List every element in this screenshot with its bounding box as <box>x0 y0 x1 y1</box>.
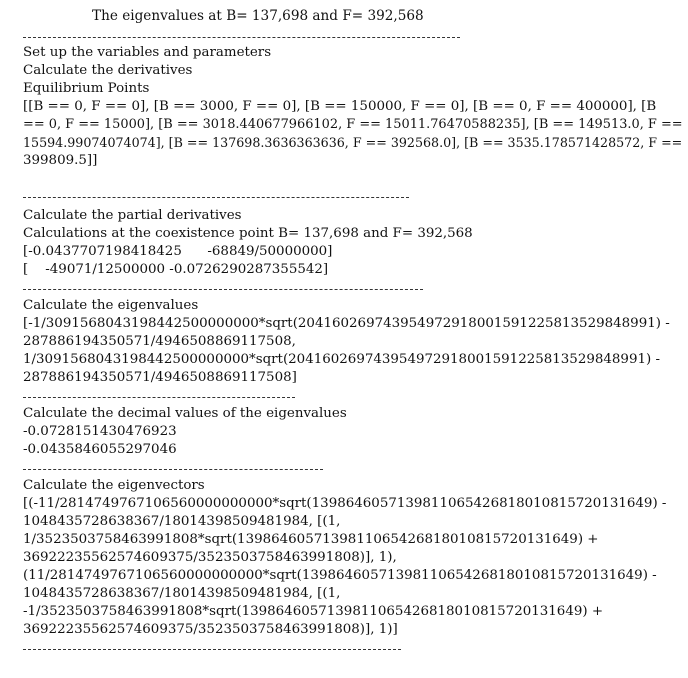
text-line: Calculate the eigenvalues <box>23 298 199 313</box>
text-line: -0.0728151430476923 <box>23 424 177 439</box>
matrix-row: [-0.0437707198418425 -68849/50000000] <box>23 244 333 259</box>
matrix-row: [ -49071/12500000 -0.0726290287355542] <box>23 262 329 277</box>
text-line: Calculate the derivatives <box>23 63 193 78</box>
page-title: The eigenvalues at B= 137,698 and F= 392,568 <box>92 8 424 24</box>
divider-5 <box>23 469 323 470</box>
section-decimal-eigenvalues <box>23 405 663 459</box>
divider-2 <box>23 197 409 198</box>
text-line: 36922235562574609375/3523503758463991808)], 1), <box>23 550 397 565</box>
text-line: 1/3523503758463991808*sqrt(1398646057139811065426818010815720131649) + <box>23 532 599 547</box>
divider-4 <box>23 397 295 398</box>
divider-3 <box>23 289 423 290</box>
text-line: 399809.5]] <box>23 153 98 168</box>
text-line: 1048435728638367/18014398509481984, [(1, <box>23 586 341 601</box>
section-setup <box>23 44 683 170</box>
text-line: -1/3523503758463991808*sqrt(1398646057139811065426818010815720131649) + <box>23 604 604 619</box>
divider-1 <box>23 37 460 38</box>
text-line: 15594.99074074074], [B == 137698.3636363636, F == 392568.0], [B == 3535.178571428572, F == <box>23 135 683 150</box>
text-line: Calculate the eigenvectors <box>23 478 205 493</box>
text-line: Equilibrium Points <box>23 81 150 96</box>
divider-6 <box>23 649 401 650</box>
text-line: 1/3091568043198442500000000*sqrt(204160269743954972918001591225813529848991) - <box>23 352 660 367</box>
text-line: Set up the variables and parameters <box>23 45 272 60</box>
text-line: [-1/3091568043198442500000000*sqrt(204160269743954972918001591225813529848991) - <box>23 316 670 331</box>
text-line: 36922235562574609375/3523503758463991808)], 1)] <box>23 622 398 637</box>
section-eigenvalues <box>23 297 670 387</box>
text-line: Calculations at the coexistence point B= 137,698 and F= 392,568 <box>23 226 473 241</box>
text-line: 1048435728638367/18014398509481984, [(1, <box>23 514 341 529</box>
text-line: [[B == 0, F == 0], [B == 3000, F == 0], [B == 150000, F == 0], [B == 0, F == 400000], [B <box>23 99 657 114</box>
section-partials <box>23 207 663 279</box>
text-line: 287886194350571/4946508869117508] <box>23 370 297 385</box>
text-line: [(-11/2814749767106560000000000*sqrt(1398646057139811065426818010815720131649) - <box>23 496 667 511</box>
text-line: -0.0435846055297046 <box>23 442 177 457</box>
text-line: == 0, F == 15000], [B == 3018.440677966102, F == 15011.76470588235], [B == 149513.0, F == <box>23 117 683 132</box>
section-eigenvectors <box>23 477 667 639</box>
text-line: (11/2814749767106560000000000*sqrt(1398646057139811065426818010815720131649) - <box>23 568 657 583</box>
text-line: Calculate the decimal values of the eigenvalues <box>23 406 347 421</box>
text-line: Calculate the partial derivatives <box>23 208 242 223</box>
text-line: 287886194350571/4946508869117508, <box>23 334 296 349</box>
